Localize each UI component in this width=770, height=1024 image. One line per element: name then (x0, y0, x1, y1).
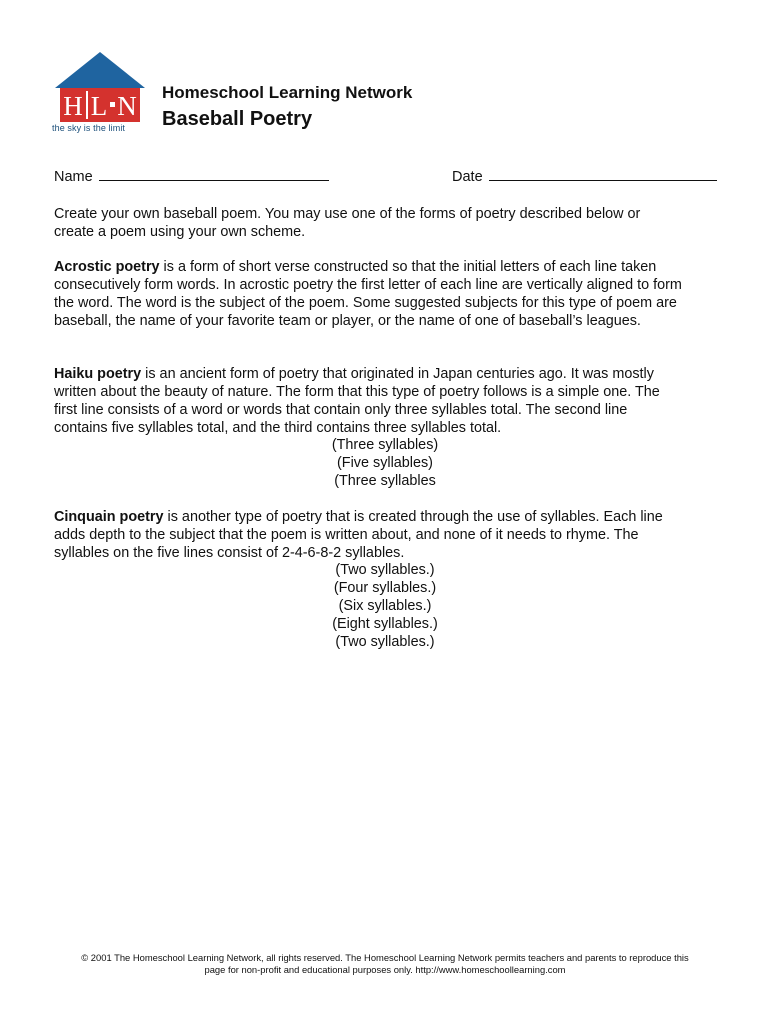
hln-logo (52, 50, 148, 136)
name-field[interactable] (54, 168, 329, 185)
cinquain-line: syllables on the five lines consist of 2-4-6-8-2 syllables. (54, 545, 405, 561)
name-label: Name (54, 169, 93, 185)
date-blank-line[interactable] (489, 168, 717, 181)
intro-paragraph (54, 205, 724, 241)
house-logo-icon (52, 50, 148, 124)
logo-letter-h: H (63, 91, 83, 121)
date-field[interactable] (452, 168, 717, 185)
cinquain-first-line-text: is another type of poetry that is created through the use of syllables. Each line (163, 509, 663, 525)
haiku-pattern (54, 436, 716, 490)
intro-line: Create your own baseball poem. You may use one of the forms of poetry described below or (54, 206, 641, 222)
acrostic-paragraph (54, 258, 724, 330)
logo-dot (110, 102, 115, 107)
cinquain-pattern-line: (Eight syllables.) (332, 616, 438, 632)
logo-letter-l: L (90, 91, 108, 121)
haiku-paragraph (54, 365, 724, 437)
acrostic-first-line-text: is a form of short verse constructed so that the initial letters of each line taken (159, 259, 657, 275)
acrostic-line: the word. The word is the subject of the poem. Some suggested subjects for this type of poem are (54, 295, 677, 311)
cinquain-pattern-line: (Six syllables.) (338, 598, 432, 614)
acrostic-term: Acrostic poetry (54, 259, 160, 275)
haiku-pattern-line: (Three syllables (334, 473, 436, 489)
acrostic-first-line (54, 258, 724, 276)
document-title: Baseball Poetry (162, 108, 313, 130)
acrostic-line: baseball, the name of your favorite team or player, or the name of one of baseball’s leagues. (54, 313, 641, 329)
footer-line: © 2001 The Homeschool Learning Network, all rights reserved. The Homeschool Learning Network permits teachers and parents to reproduce this (81, 952, 689, 963)
organization-name: Homeschool Learning Network (162, 83, 413, 102)
cinquain-line: adds depth to the subject that the poem is written about, and none of it needs to rhyme. The (54, 527, 639, 543)
date-label: Date (452, 169, 483, 185)
logo-letter-n: N (117, 91, 137, 121)
haiku-pattern-line: (Five syllables) (337, 455, 433, 471)
cinquain-pattern (54, 561, 716, 651)
cinquain-pattern-line: (Two syllables.) (335, 634, 435, 650)
logo-tagline: the sky is the limit (52, 123, 126, 133)
haiku-first-line (54, 365, 724, 383)
cinquain-pattern-line: (Two syllables.) (335, 562, 435, 578)
copyright-footer (40, 952, 730, 976)
logo-roof (55, 52, 145, 88)
logo-divider (86, 91, 88, 119)
cinquain-first-line (54, 508, 724, 526)
haiku-line: written about the beauty of nature. The form that this type of poetry follows is a simple one. The (54, 384, 660, 400)
haiku-line: contains five syllables total, and the third contains three syllables total. (54, 420, 502, 436)
haiku-line: first line consists of a word or words that contain only three syllables total. The second line (54, 402, 628, 418)
cinquain-paragraph (54, 508, 724, 562)
cinquain-pattern-line: (Four syllables.) (333, 580, 437, 596)
haiku-term: Haiku poetry (54, 366, 142, 382)
intro-line: create a poem using your own scheme. (54, 224, 306, 240)
haiku-first-line-text: is an ancient form of poetry that originated in Japan centuries ago. It was mostly (141, 366, 654, 382)
footer-line: page for non-profit and educational purposes only. http://www.homeschoollearning.com (204, 964, 566, 975)
acrostic-line: consecutively form words. In acrostic poetry the first letter of each line are vertically aligned to form (54, 277, 682, 293)
name-blank-line[interactable] (99, 168, 329, 181)
cinquain-term: Cinquain poetry (54, 509, 164, 525)
haiku-pattern-line: (Three syllables) (331, 437, 439, 453)
